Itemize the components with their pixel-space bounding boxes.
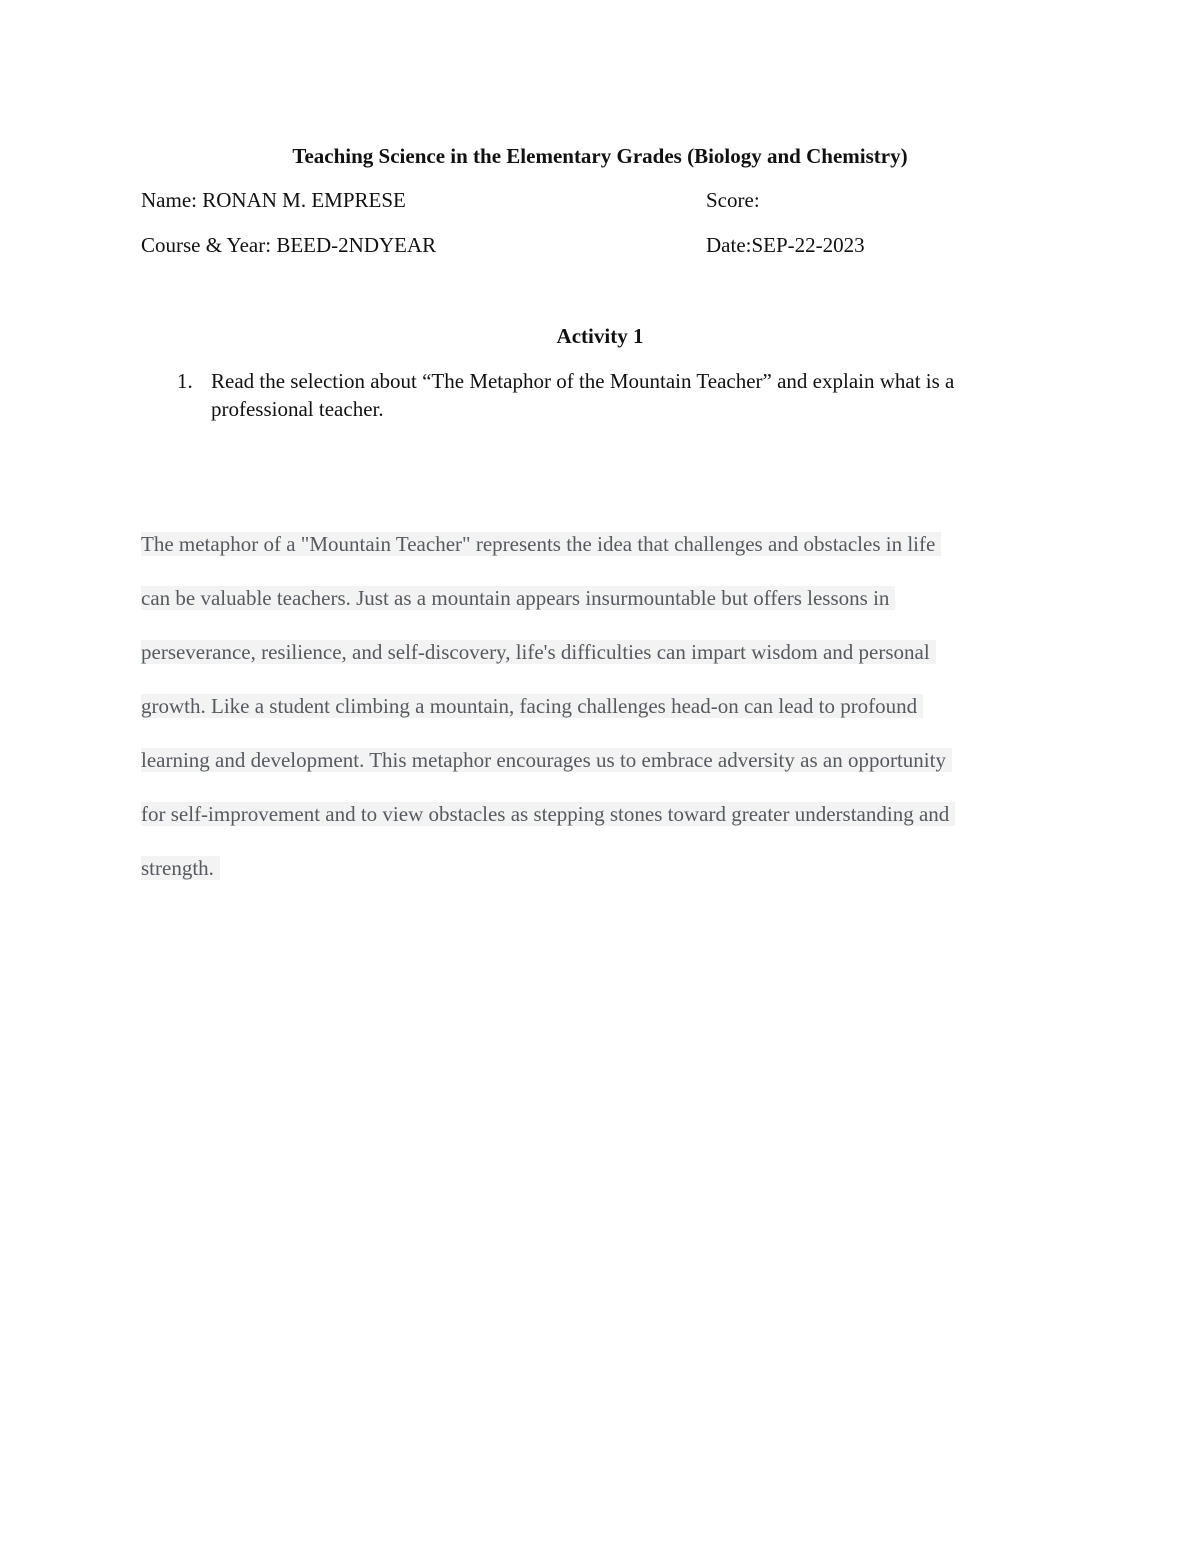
answer-line-text: learning and development. This metaphor encourages us to embrace adversity as an opportunity <box>141 748 952 772</box>
answer-line <box>141 746 1061 800</box>
answer-line <box>141 692 1061 746</box>
answer-line-text: strength. <box>141 856 220 880</box>
document-title: Teaching Science in the Elementary Grades (Biology and Chemistry) <box>292 144 908 168</box>
score-label: Score: <box>706 188 760 212</box>
answer-line-text: growth. Like a student climbing a mountain, facing challenges head-on can lead to profound <box>141 694 923 718</box>
date-field: Date:SEP-22-2023 <box>706 233 865 257</box>
course-year: Course & Year: BEED-2NDYEAR <box>141 233 437 257</box>
activity-heading: Activity 1 <box>556 324 644 348</box>
answer-line <box>141 638 1061 692</box>
answer-line <box>141 530 1061 584</box>
answer-line-text: The metaphor of a "Mountain Teacher" represents the idea that challenges and obstacles in life <box>141 532 941 556</box>
answer-line-text: can be valuable teachers. Just as a mountain appears insurmountable but offers lessons in <box>141 586 895 610</box>
answer-line <box>141 854 1061 908</box>
answer-line <box>141 584 1061 638</box>
question-text: Read the selection about “The Metaphor of the Mountain Teacher” and explain what is a professional teacher. <box>211 369 955 421</box>
answer-line-text: perseverance, resilience, and self-discovery, life's difficulties can impart wisdom and personal <box>141 640 936 664</box>
answer-line-text: for self-improvement and to view obstacles as stepping stones toward greater understanding and <box>141 802 955 826</box>
question-number: 1. <box>177 369 193 393</box>
answer-line <box>141 800 1061 854</box>
student-name: Name: RONAN M. EMPRESE <box>141 188 406 212</box>
answer-paragraph <box>141 530 1061 908</box>
